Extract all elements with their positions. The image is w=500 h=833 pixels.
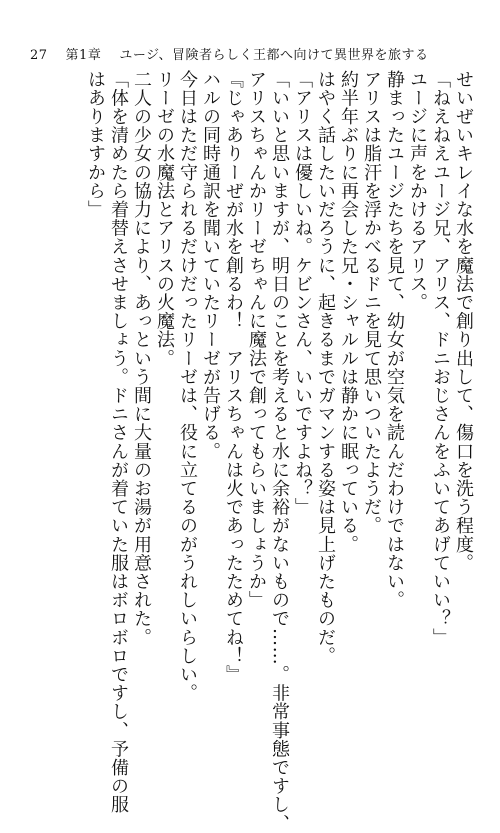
text-line: 静まったユージたちを見て、幼女が空気を読んだわけではない。 xyxy=(384,70,405,610)
text-line: はありますから」 xyxy=(85,70,106,219)
chapter-title: ユージ、冒険者らしく王都へ向けて異世界を旅する xyxy=(119,48,429,63)
chapter-label: 第1章 xyxy=(65,48,102,63)
text-line: せいぜいキレイな水を魔法で創り出して、傷口を洗う程度。 xyxy=(453,70,474,573)
body-text xyxy=(82,70,474,833)
text-line: 「アリスは優しいね。ケビンさん、いいですよね？」 xyxy=(292,70,313,517)
text-line: 「ねえねえユージ兄、アリス、ドニおじさんをふいてあげていい？」 xyxy=(430,70,451,647)
text-line: 今日はただ守られるだけだったリーゼは、役に立てるのがうれしいらしい。 xyxy=(177,70,198,703)
text-line: 『じゃありーぜが水を創るわ！ アリスちゃんは火であったためてね！』 xyxy=(223,70,244,684)
text-line: 「いいと思いますが、明日のことを考えると水に余裕がないもので……。非常事態ですし、 xyxy=(269,70,290,833)
text-line: ハルの同時通訳を聞いていたリーゼが告げる。 xyxy=(200,70,221,461)
text-line: 二人の少女の協力により、あっという間に大量のお湯が用意された。 xyxy=(131,70,152,647)
running-header xyxy=(30,44,429,63)
text-line: 約半年ぶりに再会した兄・シャルルは静かに眠っている。 xyxy=(338,70,359,554)
text-line: アリスちゃんかリーゼちゃんに魔法で創ってもらいましょうか」 xyxy=(246,70,267,610)
text-line: リーゼの水魔法とアリスの火魔法。 xyxy=(154,70,175,368)
text-line: ユージに声をかけるアリス。 xyxy=(407,70,428,312)
text-line: アリスは脂汗を浮かべるドニを見て思いついたようだ。 xyxy=(361,70,382,535)
page-number: 27 xyxy=(30,48,48,63)
text-line: 「体を清めたら着替えさせましょう。ドニさんが着ていた服はボロボロですし、予備の服 xyxy=(108,70,129,814)
text-line: はやく話したいだろうに、起きるまでガマンする姿は見上げたものだ。 xyxy=(315,70,336,666)
